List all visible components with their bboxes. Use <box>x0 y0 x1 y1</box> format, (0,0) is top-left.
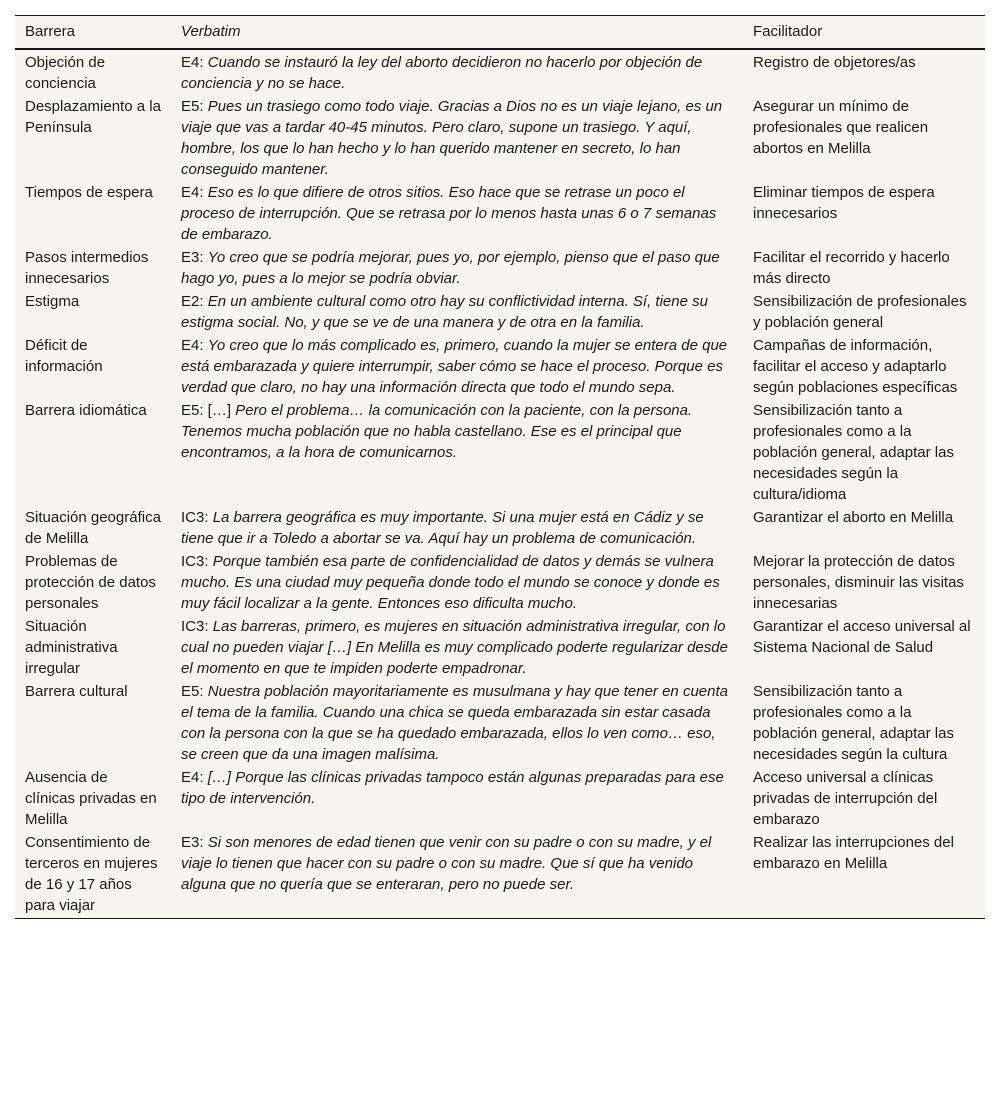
verbatim-quote: La barrera geográfica es muy importante. Si una mujer está en Cádiz y se tiene que ir a Toledo a abortar se va. Aquí hay un problema de comunicación. <box>181 509 704 547</box>
table-row <box>15 615 985 680</box>
table-body <box>15 49 985 919</box>
verbatim-quote: Yo creo que lo más complicado es, primero, cuando la mujer se entera de que está embarazada y quiere interrumpir, saber cómo se hace el proceso. Porque es verdad que claro, no hay una información directa que todo el mundo sepa. <box>181 337 728 396</box>
cell-verbatim <box>171 95 743 181</box>
table-row <box>15 831 985 919</box>
cell-facilitador <box>743 334 985 399</box>
cell-barrera <box>15 95 171 181</box>
cell-verbatim <box>171 399 743 506</box>
barrera-text: Tiempos de espera <box>25 184 153 201</box>
cell-verbatim <box>171 290 743 334</box>
cell-barrera <box>15 506 171 550</box>
barrera-text: Objeción de conciencia <box>25 54 106 92</box>
cell-facilitador <box>743 181 985 246</box>
cell-facilitador <box>743 615 985 680</box>
cell-barrera <box>15 680 171 766</box>
table-row <box>15 49 985 95</box>
facilitador-text: Mejorar la protección de datos personales, disminuir las visitas innecesarias <box>753 553 964 612</box>
speaker-code: E4: <box>181 184 204 201</box>
table-row <box>15 95 985 181</box>
barrera-text: Ausencia de clínicas privadas en Melilla <box>25 769 157 828</box>
facilitador-text: Eliminar tiempos de espera innecesarios <box>753 184 935 222</box>
cell-barrera <box>15 290 171 334</box>
cell-verbatim <box>171 506 743 550</box>
barrera-text: Estigma <box>25 293 80 310</box>
verbatim-quote: En un ambiente cultural como otro hay su conflictividad interna. Sí, tiene su estigma social. No, y que se ve de una manera y de otra en la familia. <box>181 293 708 331</box>
header-facilitador: Facilitador <box>743 16 985 50</box>
facilitador-text: Garantizar el aborto en Melilla <box>753 509 954 526</box>
verbatim-quote: […] Porque las clínicas privadas tampoco están algunas preparadas para ese tipo de intervención. <box>181 769 724 807</box>
facilitador-text: Campañas de información, facilitar el acceso y adaptarlo según poblaciones específicas <box>753 337 958 396</box>
cell-facilitador <box>743 290 985 334</box>
cell-facilitador <box>743 95 985 181</box>
table-row <box>15 506 985 550</box>
barriers-table <box>15 15 985 919</box>
cell-verbatim <box>171 831 743 919</box>
cell-verbatim <box>171 246 743 290</box>
barrera-text: Problemas de protección de datos personales <box>25 553 156 612</box>
speaker-code: E4: <box>181 54 204 71</box>
speaker-code: E2: <box>181 293 204 310</box>
cell-verbatim <box>171 49 743 95</box>
cell-verbatim <box>171 680 743 766</box>
barriers-table-container <box>15 15 985 919</box>
cell-barrera <box>15 550 171 615</box>
speaker-code: E3: <box>181 834 204 851</box>
barrera-text: Situación geográfica de Melilla <box>25 509 161 547</box>
table-row <box>15 680 985 766</box>
cell-barrera <box>15 766 171 831</box>
facilitador-text: Sensibilización tanto a profesionales como a la población general, adaptar las necesidades según la cultura/idioma <box>753 402 954 503</box>
barrera-text: Pasos intermedios innecesarios <box>25 249 149 287</box>
table-row <box>15 399 985 506</box>
cell-barrera <box>15 49 171 95</box>
speaker-code: E4: <box>181 769 204 786</box>
verbatim-quote: Si son menores de edad tienen que venir con su padre o con su madre, y el viaje lo tienen que hacer con su padre o con su madre. Que sí que ha venido alguna que no quería que se enteraran, pero no puede ser. <box>181 834 712 893</box>
cell-barrera <box>15 334 171 399</box>
header-barrera: Barrera <box>15 16 171 50</box>
speaker-code: E5: <box>181 98 204 115</box>
table-row <box>15 766 985 831</box>
cell-facilitador <box>743 831 985 919</box>
speaker-code: E5: […] <box>181 402 232 419</box>
facilitador-text: Facilitar el recorrido y hacerlo más directo <box>753 249 950 287</box>
facilitador-text: Acceso universal a clínicas privadas de interrupción del embarazo <box>753 769 938 828</box>
table-header-row <box>15 16 985 50</box>
cell-verbatim <box>171 615 743 680</box>
verbatim-quote: Nuestra población mayoritariamente es musulmana y hay que tener en cuenta el tema de la familia. Cuando una chica se queda embarazada sin estar casada con la persona con la que se ha quedado embarazada, ellos lo ven como… eso, se creen que da una imagen malísima. <box>181 683 728 763</box>
cell-verbatim <box>171 766 743 831</box>
cell-verbatim <box>171 334 743 399</box>
verbatim-quote: Porque también esa parte de confidencialidad de datos y demás se vulnera mucho. Es una ciudad muy pequeña donde todo el mundo se conoce y donde es muy fácil localizar a la gente. Entonces eso dificulta mucho. <box>181 553 720 612</box>
cell-facilitador <box>743 680 985 766</box>
barrera-text: Déficit de información <box>25 337 103 375</box>
cell-facilitador <box>743 246 985 290</box>
speaker-code: E3: <box>181 249 204 266</box>
verbatim-quote: Yo creo que se podría mejorar, pues yo, por ejemplo, pienso que el paso que hago yo, pues a lo mejor se podría obviar. <box>181 249 720 287</box>
facilitador-text: Garantizar el acceso universal al Sistema Nacional de Salud <box>753 618 971 656</box>
cell-barrera <box>15 246 171 290</box>
speaker-code: IC3: <box>181 509 209 526</box>
speaker-code: E5: <box>181 683 204 700</box>
facilitador-text: Asegurar un mínimo de profesionales que realicen abortos en Melilla <box>753 98 929 157</box>
table-row <box>15 290 985 334</box>
facilitador-text: Sensibilización de profesionales y población general <box>753 293 967 331</box>
cell-verbatim <box>171 550 743 615</box>
speaker-code: IC3: <box>181 553 209 570</box>
cell-verbatim <box>171 181 743 246</box>
table-row <box>15 334 985 399</box>
table-row <box>15 550 985 615</box>
facilitador-text: Realizar las interrupciones del embarazo en Melilla <box>753 834 954 872</box>
cell-facilitador <box>743 550 985 615</box>
table-row <box>15 246 985 290</box>
speaker-code: E4: <box>181 337 204 354</box>
verbatim-quote: Pero el problema… la comunicación con la paciente, con la persona. Tenemos mucha población que no habla castellano. Ese es el principal que encontramos, a la hora de comunicarnos. <box>181 402 693 461</box>
verbatim-quote: Cuando se instauró la ley del aborto decidieron no hacerlo por objeción de conciencia y no se hace. <box>181 54 703 92</box>
barrera-text: Desplazamiento a la Península <box>25 98 161 136</box>
barrera-text: Barrera idiomática <box>25 402 147 419</box>
cell-facilitador <box>743 49 985 95</box>
cell-barrera <box>15 181 171 246</box>
facilitador-text: Sensibilización tanto a profesionales como a la población general, adaptar las necesidades según la cultura <box>753 683 954 763</box>
cell-barrera <box>15 399 171 506</box>
cell-facilitador <box>743 766 985 831</box>
verbatim-quote: Pues un trasiego como todo viaje. Gracias a Dios no es un viaje lejano, es un viaje que vas a tardar 40-45 minutos. Pero claro, supone un trasiego. Y aquí, hombre, los que lo han hecho y lo han querido mantener en secreto, lo han conseguido mantener. <box>181 98 723 178</box>
barrera-text: Consentimiento de terceros en mujeres de 16 y 17 años para viajar <box>25 834 158 914</box>
barrera-text: Barrera cultural <box>25 683 128 700</box>
cell-barrera <box>15 831 171 919</box>
header-verbatim: Verbatim <box>171 16 743 50</box>
cell-barrera <box>15 615 171 680</box>
facilitador-text: Registro de objetores/as <box>753 54 916 71</box>
table-row <box>15 181 985 246</box>
barrera-text: Situación administrativa irregular <box>25 618 118 677</box>
cell-facilitador <box>743 506 985 550</box>
speaker-code: IC3: <box>181 618 209 635</box>
verbatim-quote: Las barreras, primero, es mujeres en situación administrativa irregular, con lo cual no pueden viajar […] En Melilla es muy complicado poderte regularizar desde el momento en que te impiden poderte empadronar. <box>181 618 728 677</box>
cell-facilitador <box>743 399 985 506</box>
verbatim-quote: Eso es lo que difiere de otros sitios. Eso hace que se retrase un poco el proceso de interrupción. Que se retrasa por lo menos hasta unas 6 o 7 semanas de embarazo. <box>181 184 717 243</box>
